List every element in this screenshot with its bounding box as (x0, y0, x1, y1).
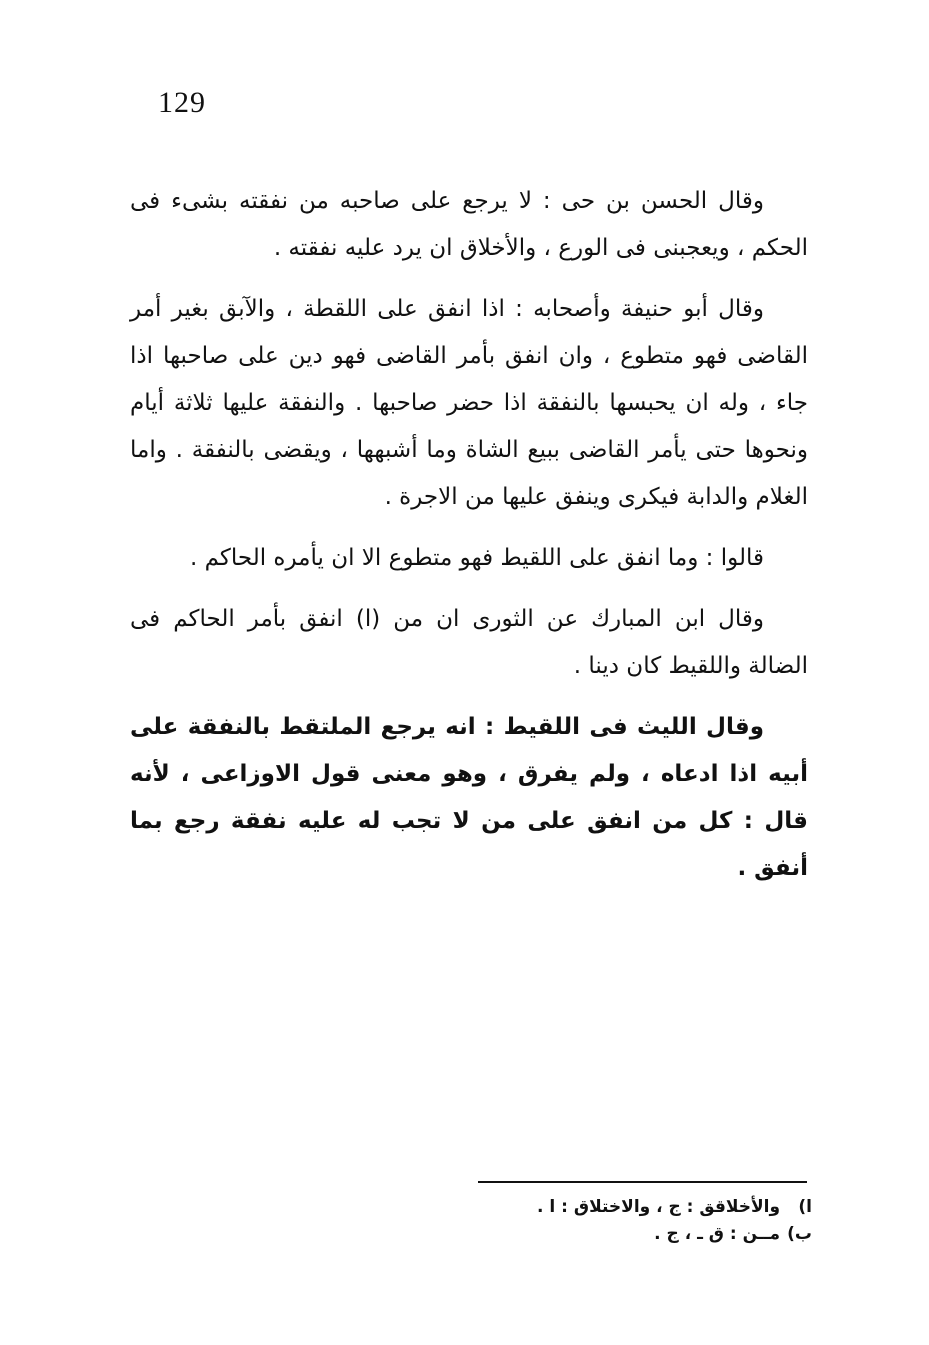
paragraph-layth: وقال الليث فى اللقيط : انه يرجع الملتقط بالنفقة على أبيه اذا ادعاه ، ولم يفرق ، وهو معنى قول الاوزاعى ، لأنه قال : كل من انفق على من لا تجب له عليه نفقة رجع بما أنفق . (130, 714, 808, 881)
footnote-divider (478, 1181, 807, 1183)
footnote-marker: ا) (798, 1197, 812, 1217)
footnote-text: مــن : ق ـ ، ج . (654, 1224, 781, 1244)
footnote-item (440, 1194, 812, 1221)
paragraph-abu-hanifa: وقال أبو حنيفة وأصحابه : اذا انفق على اللقطة ، والآبق بغير أمر القاضى فهو متطوع ، وان انفق بأمر القاضى فهو دين على صاحبها اذا جاء ، وله ان يحبسها بالنفقة اذا حضر صاحبها . والنفقة عليها ثلاثة أيام ونحوها حتى يأمر القاضى ببيع الشاة وما أشبهها ، ويقضى بالنفقة . واما الغلام والدابة فيكرى وينفق عليها من الاجرة . (130, 296, 808, 510)
footnote-marker: ب) (787, 1224, 812, 1244)
footnote-item (440, 1221, 812, 1248)
footnotes (440, 1194, 812, 1248)
paragraph-qalu: قالوا : وما انفق على اللقيط فهو متطوع الا ان يأمره الحاكم . (189, 545, 764, 571)
page-number: 129 (158, 86, 206, 119)
paragraph-ibn-mubarak: وقال ابن المبارك عن الثورى ان من (ا) انفق بأمر الحاكم فى الضالة واللقيط كان دينا . (130, 606, 808, 679)
footnote-text: والأخلاقق : ج ، والاختلاق : ا . (537, 1197, 781, 1217)
paragraph-hasan: وقال الحسن بن حى : لا يرجع على صاحبه من نفقته بشىء فى الحكم ، ويعجبنى فى الورع ، والأخلاق ان يرد عليه نفقته . (130, 188, 808, 261)
main-text (130, 178, 808, 906)
